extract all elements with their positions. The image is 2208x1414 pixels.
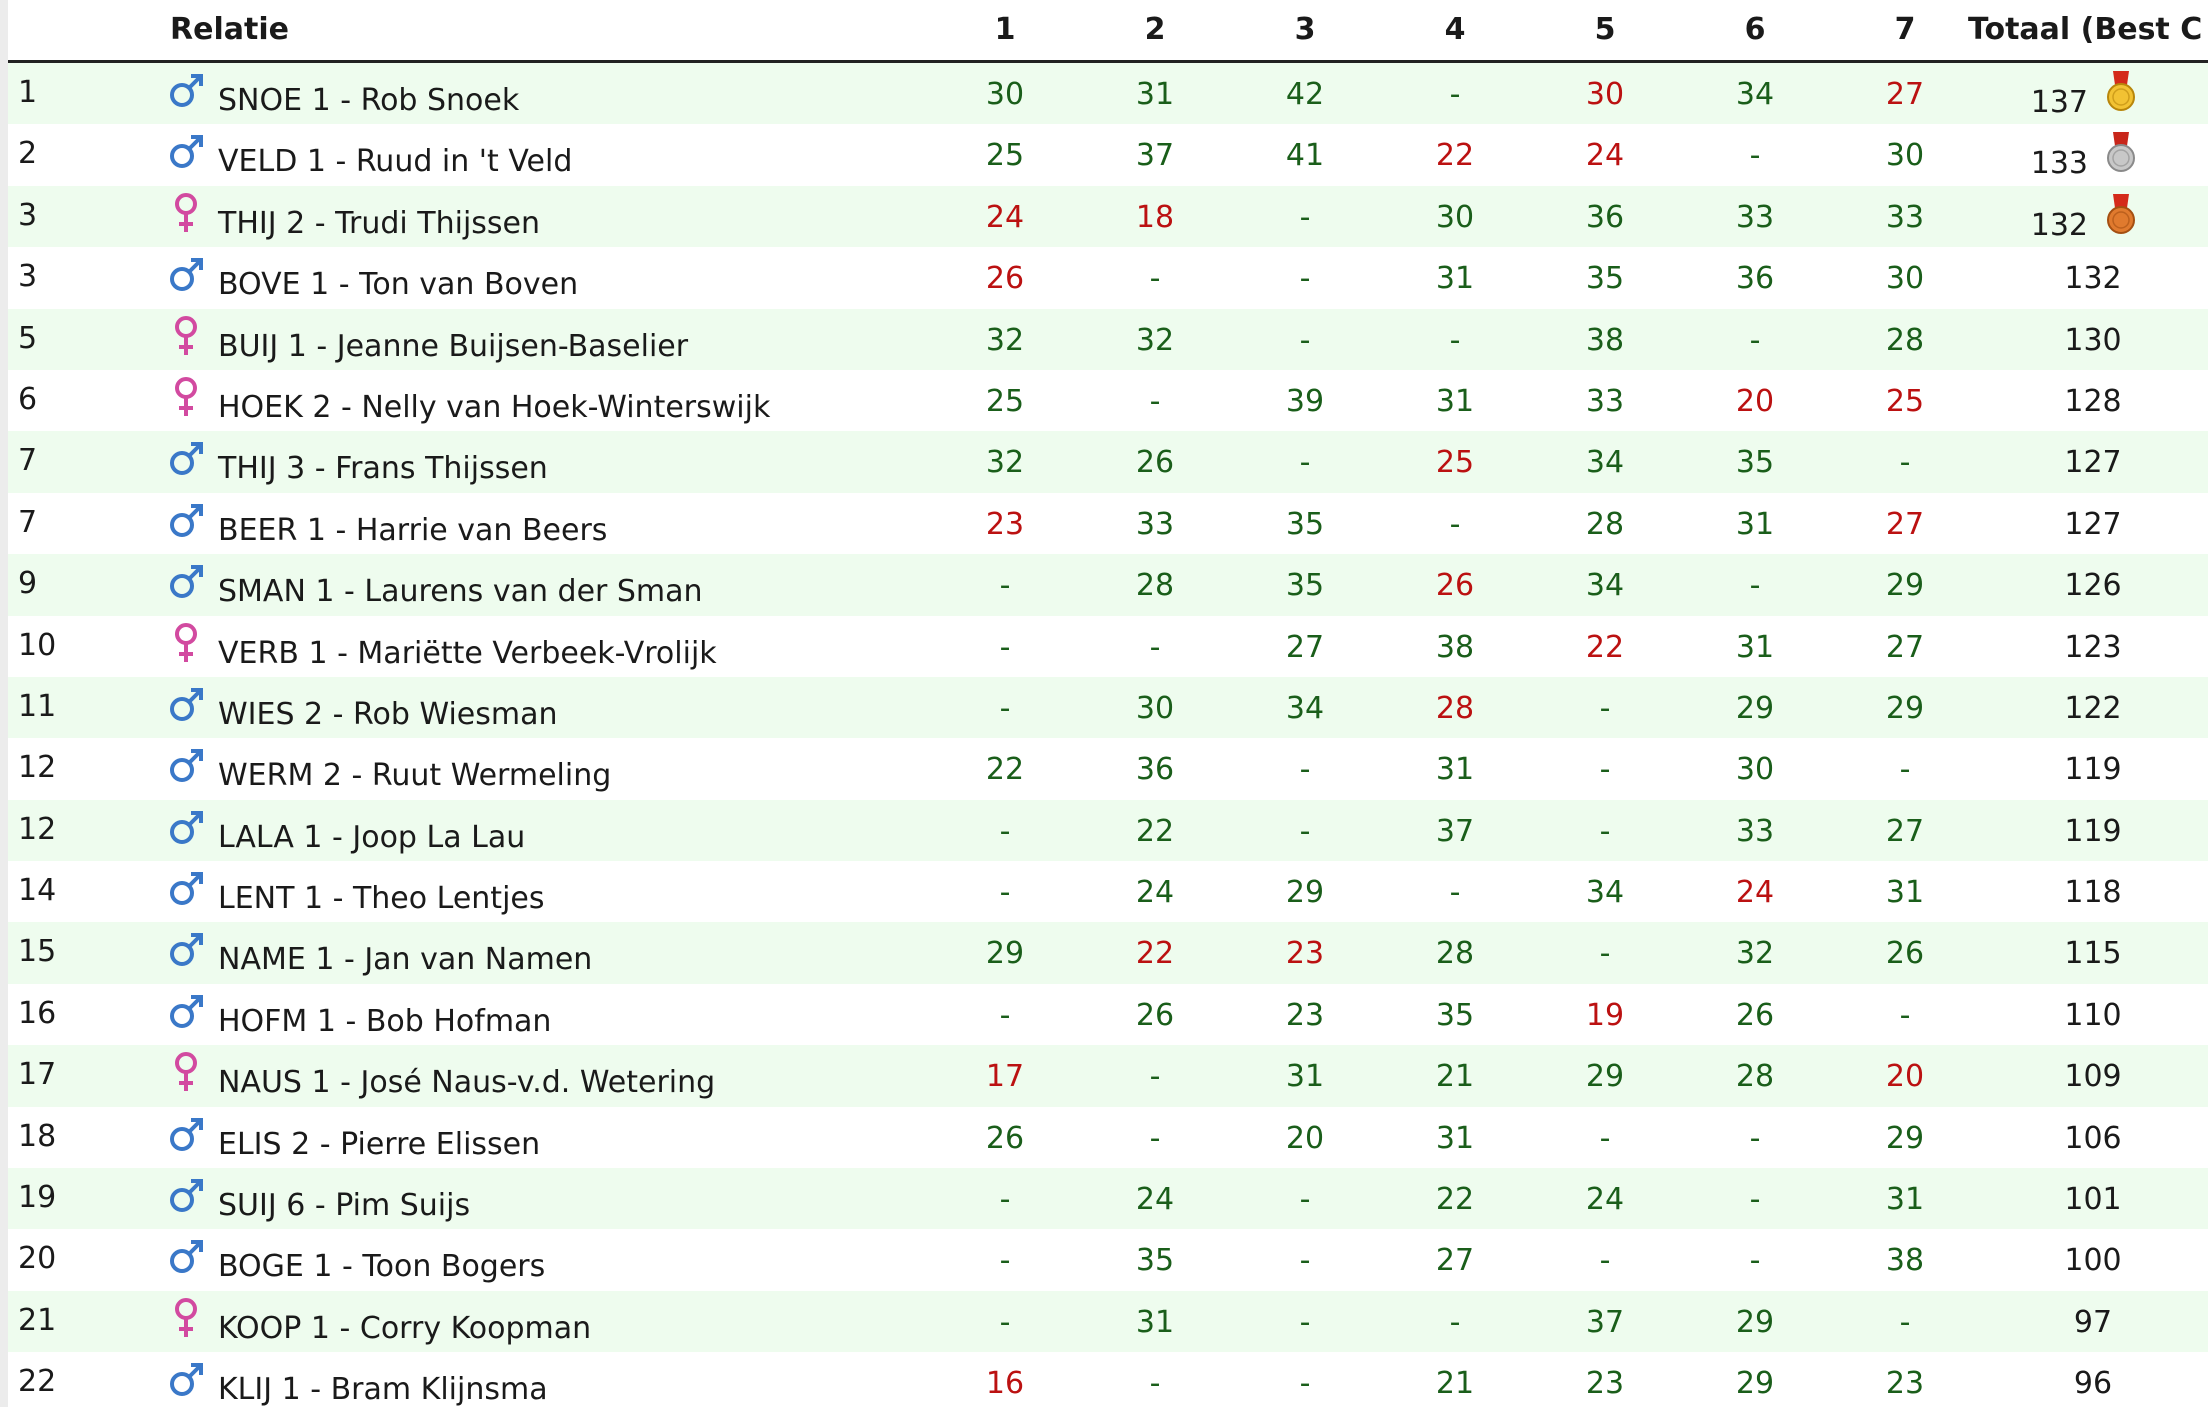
participant-name[interactable]: THIJ 3 - Frans Thijssen	[218, 451, 548, 487]
rank: 7	[18, 443, 38, 479]
table-row	[8, 861, 2208, 922]
male-icon	[168, 67, 204, 113]
score-round-3: 23	[1285, 997, 1325, 1033]
score-round-2: 24	[1135, 875, 1175, 911]
score-round-2: 33	[1135, 506, 1175, 542]
score-round-5: 19	[1585, 997, 1625, 1033]
total-score: 123	[2064, 629, 2122, 665]
rank: 12	[18, 811, 57, 847]
score-round-2: 26	[1135, 997, 1175, 1033]
score-round-4: -	[1449, 322, 1461, 358]
score-round-6: 30	[1735, 752, 1775, 788]
total-score: 119	[2064, 752, 2122, 788]
score-round-6: -	[1749, 138, 1761, 174]
total-score: 96	[2073, 1366, 2113, 1402]
table-row	[8, 922, 2208, 983]
participant-name[interactable]: HOEK 2 - Nelly van Hoek-Winterswijk	[218, 389, 771, 425]
score-round-2: 32	[1135, 322, 1175, 358]
score-round-2: 26	[1135, 445, 1175, 481]
score-round-5: 35	[1585, 261, 1625, 297]
total-score: 119	[2064, 813, 2122, 849]
column-header-5[interactable]: 5	[1594, 12, 1616, 47]
rank: 7	[18, 504, 38, 540]
score-round-3: 23	[1285, 936, 1325, 972]
score-round-6: 36	[1735, 261, 1775, 297]
total-score: 97	[2073, 1304, 2113, 1340]
rank: 14	[18, 873, 57, 909]
score-round-5: -	[1599, 936, 1611, 972]
score-round-1: -	[999, 1182, 1011, 1218]
score-round-1: -	[999, 997, 1011, 1033]
participant-name[interactable]: SUIJ 6 - Pim Suijs	[218, 1188, 471, 1224]
score-round-4: 21	[1435, 1366, 1475, 1402]
score-round-2: 30	[1135, 690, 1175, 726]
male-icon	[168, 251, 204, 297]
score-round-6: 29	[1735, 1366, 1775, 1402]
table-row	[8, 247, 2208, 308]
score-round-5: 30	[1585, 77, 1625, 112]
rank: 18	[18, 1118, 57, 1154]
score-round-6: -	[1749, 1182, 1761, 1218]
female-icon	[168, 313, 204, 359]
total-header[interactable]: Totaal (Best C	[1968, 12, 2203, 47]
score-round-5: 22	[1585, 629, 1625, 665]
table-row	[8, 186, 2208, 247]
left-edge	[0, 0, 8, 1407]
score-round-7: -	[1899, 997, 1911, 1033]
score-round-6: 24	[1735, 875, 1775, 911]
score-round-1: 25	[985, 383, 1025, 419]
score-round-3: 31	[1285, 1059, 1325, 1095]
rank: 11	[18, 688, 57, 724]
total-score: 127	[2064, 445, 2122, 481]
column-header-4[interactable]: 4	[1444, 12, 1466, 47]
score-round-6: -	[1749, 1243, 1761, 1279]
score-round-6: 29	[1735, 1304, 1775, 1340]
rank: 6	[18, 381, 38, 417]
score-round-3: -	[1299, 752, 1311, 788]
rank: 21	[18, 1302, 57, 1338]
score-round-7: 25	[1885, 383, 1925, 419]
male-icon	[168, 926, 204, 972]
male-icon	[168, 865, 204, 911]
score-round-1: 30	[985, 77, 1025, 112]
score-round-4: -	[1449, 875, 1461, 911]
score-round-2: -	[1149, 1059, 1161, 1095]
score-round-7: 38	[1885, 1243, 1925, 1279]
score-round-1: 22	[985, 752, 1025, 788]
score-round-1: -	[999, 690, 1011, 726]
table-row	[8, 677, 2208, 738]
score-round-4: 38	[1435, 629, 1475, 665]
score-round-5: 34	[1585, 445, 1625, 481]
score-round-1: -	[999, 568, 1011, 604]
silver-medal-icon	[2103, 130, 2139, 174]
score-round-1: 25	[985, 138, 1025, 174]
score-round-6: 31	[1735, 506, 1775, 542]
participant-name[interactable]: WERM 2 - Ruut Wermeling	[218, 758, 612, 794]
rank: 22	[18, 1364, 57, 1400]
score-round-1: 24	[985, 199, 1025, 235]
total-score: 127	[2064, 506, 2122, 542]
score-round-2: -	[1149, 1120, 1161, 1156]
score-round-7: -	[1899, 1304, 1911, 1340]
participant-name[interactable]: KLIJ 1 - Bram Klijnsma	[218, 1372, 548, 1408]
column-header-6[interactable]: 6	[1744, 12, 1766, 47]
male-icon	[168, 497, 204, 543]
participant-name[interactable]: ELIS 2 - Pierre Elissen	[218, 1126, 541, 1162]
score-round-3: 29	[1285, 875, 1325, 911]
score-round-5: 23	[1585, 1366, 1625, 1402]
participant-name[interactable]: BUIJ 1 - Jeanne Buijsen-Baselier	[218, 328, 689, 364]
score-round-4: 37	[1435, 813, 1475, 849]
table-row	[8, 1045, 2208, 1106]
participant-name[interactable]: LALA 1 - Joop La Lau	[218, 819, 526, 855]
table-row	[8, 1168, 2208, 1229]
rank: 19	[18, 1180, 57, 1216]
score-round-1: -	[999, 629, 1011, 665]
score-round-7: 27	[1885, 629, 1925, 665]
participant-name[interactable]: LENT 1 - Theo Lentjes	[218, 881, 545, 917]
score-round-3: -	[1299, 813, 1311, 849]
table-row	[8, 1107, 2208, 1168]
total-score: 110	[2064, 997, 2122, 1033]
score-round-3: 35	[1285, 568, 1325, 604]
score-round-7: 26	[1885, 936, 1925, 972]
score-round-3: 27	[1285, 629, 1325, 665]
rank: 3	[18, 259, 38, 295]
score-round-5: 33	[1585, 383, 1625, 419]
score-round-4: -	[1449, 77, 1461, 112]
score-round-5: 37	[1585, 1304, 1625, 1340]
male-icon	[168, 988, 204, 1034]
total-score: 128	[2064, 383, 2122, 419]
score-round-2: 31	[1135, 1304, 1175, 1340]
male-icon	[168, 681, 204, 727]
female-icon	[168, 620, 204, 666]
score-round-1: 29	[985, 936, 1025, 972]
score-round-4: 31	[1435, 1120, 1475, 1156]
score-round-7: 30	[1885, 138, 1925, 174]
score-round-5: -	[1599, 1120, 1611, 1156]
table-row	[8, 616, 2208, 677]
participant-name[interactable]: BOGE 1 - Toon Bogers	[218, 1249, 546, 1285]
male-icon	[168, 435, 204, 481]
score-round-7: 20	[1885, 1059, 1925, 1095]
score-round-5: 24	[1585, 138, 1625, 174]
rank: 5	[18, 320, 38, 356]
participant-name[interactable]: BEER 1 - Harrie van Beers	[218, 512, 608, 548]
table-row	[8, 370, 2208, 431]
score-round-4: 25	[1435, 445, 1475, 481]
total-score: 137	[2030, 85, 2088, 120]
total-score: 100	[2064, 1243, 2122, 1279]
total-score: 101	[2064, 1182, 2122, 1218]
score-round-1: -	[999, 875, 1011, 911]
table-row	[8, 1229, 2208, 1290]
score-round-1: 32	[985, 445, 1025, 481]
rank: 1	[18, 75, 38, 110]
score-round-7: 29	[1885, 690, 1925, 726]
bronze-medal-icon	[2103, 192, 2139, 236]
total-score: 132	[2030, 207, 2088, 243]
female-icon	[168, 1049, 204, 1095]
total-score: 115	[2064, 936, 2122, 972]
male-icon	[168, 558, 204, 604]
score-round-3: 35	[1285, 506, 1325, 542]
score-round-2: -	[1149, 629, 1161, 665]
score-round-1: 26	[985, 1120, 1025, 1156]
score-round-2: 18	[1135, 199, 1175, 235]
male-icon	[168, 742, 204, 788]
score-round-7: 27	[1885, 506, 1925, 542]
score-round-6: 29	[1735, 690, 1775, 726]
score-round-3: -	[1299, 1182, 1311, 1218]
rank: 16	[18, 995, 57, 1031]
table-row	[8, 63, 2208, 124]
score-round-4: 22	[1435, 1182, 1475, 1218]
score-round-7: 31	[1885, 1182, 1925, 1218]
rank: 20	[18, 1241, 57, 1277]
score-round-4: 31	[1435, 383, 1475, 419]
score-round-6: 28	[1735, 1059, 1775, 1095]
score-round-3: 42	[1285, 77, 1325, 112]
participant-name[interactable]: SNOE 1 - Rob Snoek	[218, 83, 520, 118]
score-round-1: 26	[985, 261, 1025, 297]
score-round-6: -	[1749, 322, 1761, 358]
total-score: 126	[2064, 568, 2122, 604]
score-round-2: 36	[1135, 752, 1175, 788]
score-round-3: -	[1299, 445, 1311, 481]
table-row	[8, 554, 2208, 615]
total-score: 132	[2064, 261, 2122, 297]
column-header-7[interactable]: 7	[1894, 12, 1916, 47]
score-round-6: -	[1749, 1120, 1761, 1156]
standings-table	[8, 0, 2208, 1414]
score-round-6: 35	[1735, 445, 1775, 481]
participant-name[interactable]: WIES 2 - Rob Wiesman	[218, 696, 558, 732]
score-round-4: 28	[1435, 936, 1475, 972]
column-header-3[interactable]: 3	[1294, 12, 1316, 47]
score-round-7: -	[1899, 752, 1911, 788]
total-score: 106	[2064, 1120, 2122, 1156]
score-round-3: -	[1299, 261, 1311, 297]
score-round-6: 34	[1735, 77, 1775, 112]
score-round-2: 35	[1135, 1243, 1175, 1279]
participant-name[interactable]: HOFM 1 - Bob Hofman	[218, 1003, 552, 1039]
score-round-2: -	[1149, 261, 1161, 297]
score-round-3: -	[1299, 1304, 1311, 1340]
score-round-5: 29	[1585, 1059, 1625, 1095]
total-score: 130	[2064, 322, 2122, 358]
score-round-6: -	[1749, 568, 1761, 604]
score-round-1: -	[999, 813, 1011, 849]
participant-name[interactable]: SMAN 1 - Laurens van der Sman	[218, 574, 703, 610]
total-score: 133	[2030, 146, 2088, 182]
male-icon	[168, 1172, 204, 1218]
score-round-1: -	[999, 1243, 1011, 1279]
table-row	[8, 493, 2208, 554]
table-row	[8, 984, 2208, 1045]
score-round-3: -	[1299, 1243, 1311, 1279]
score-round-3: 20	[1285, 1120, 1325, 1156]
participant-name[interactable]: BOVE 1 - Ton van Boven	[218, 267, 579, 303]
score-round-4: 30	[1435, 199, 1475, 235]
score-round-1: 16	[985, 1366, 1025, 1402]
score-round-1: 17	[985, 1059, 1025, 1095]
score-round-2: 24	[1135, 1182, 1175, 1218]
participant-name[interactable]: VERB 1 - Mariëtte Verbeek-Vrolijk	[218, 635, 717, 671]
score-round-4: 31	[1435, 261, 1475, 297]
table-row	[8, 1352, 2208, 1413]
table-row	[8, 124, 2208, 185]
participant-name[interactable]: KOOP 1 - Corry Koopman	[218, 1310, 592, 1346]
score-round-5: -	[1599, 1243, 1611, 1279]
score-round-4: -	[1449, 1304, 1461, 1340]
participant-name[interactable]: THIJ 2 - Trudi Thijssen	[218, 205, 541, 241]
total-score: 118	[2064, 875, 2122, 911]
score-round-2: -	[1149, 1366, 1161, 1402]
score-round-4: -	[1449, 506, 1461, 542]
score-round-2: 37	[1135, 138, 1175, 174]
score-round-4: 26	[1435, 568, 1475, 604]
male-icon	[168, 1111, 204, 1157]
table-header	[8, 0, 2208, 63]
score-round-5: 36	[1585, 199, 1625, 235]
table-body	[8, 63, 2208, 1414]
participant-name[interactable]: NAUS 1 - José Naus-v.d. Wetering	[218, 1065, 716, 1101]
rank: 9	[18, 566, 38, 602]
score-round-7: 28	[1885, 322, 1925, 358]
rank: 15	[18, 934, 57, 970]
rank: 2	[18, 136, 38, 172]
participant-name[interactable]: VELD 1 - Ruud in 't Veld	[218, 144, 573, 180]
score-round-5: -	[1599, 813, 1611, 849]
score-round-5: -	[1599, 690, 1611, 726]
total-score: 109	[2064, 1059, 2122, 1095]
score-round-7: -	[1899, 445, 1911, 481]
score-round-3: -	[1299, 1366, 1311, 1402]
score-round-5: -	[1599, 752, 1611, 788]
score-round-7: 29	[1885, 568, 1925, 604]
score-round-5: 34	[1585, 875, 1625, 911]
male-icon	[168, 1356, 204, 1402]
table-row	[8, 800, 2208, 861]
relation-header[interactable]: Relatie	[170, 12, 289, 47]
score-round-1: 32	[985, 322, 1025, 358]
female-icon	[168, 190, 204, 236]
male-icon	[168, 128, 204, 174]
score-round-3: 34	[1285, 690, 1325, 726]
rank: 3	[18, 197, 38, 233]
score-round-3: -	[1299, 199, 1311, 235]
score-round-6: 33	[1735, 813, 1775, 849]
score-round-7: 33	[1885, 199, 1925, 235]
score-round-6: 26	[1735, 997, 1775, 1033]
score-round-7: 30	[1885, 261, 1925, 297]
table-row	[8, 431, 2208, 492]
table-row	[8, 1291, 2208, 1352]
female-icon	[168, 374, 204, 420]
score-round-7: 31	[1885, 875, 1925, 911]
score-round-7: 29	[1885, 1120, 1925, 1156]
male-icon	[168, 804, 204, 850]
score-round-2: 22	[1135, 936, 1175, 972]
score-round-5: 24	[1585, 1182, 1625, 1218]
rank: 10	[18, 627, 57, 663]
score-round-2: -	[1149, 383, 1161, 419]
participant-name[interactable]: NAME 1 - Jan van Namen	[218, 942, 593, 978]
column-header-1[interactable]: 1	[994, 12, 1016, 47]
score-round-6: 31	[1735, 629, 1775, 665]
rank: 17	[18, 1057, 57, 1093]
score-round-3: 39	[1285, 383, 1325, 419]
score-round-1: 23	[985, 506, 1025, 542]
male-icon	[168, 1233, 204, 1279]
score-round-6: 33	[1735, 199, 1775, 235]
total-score: 122	[2064, 690, 2122, 726]
column-header-2[interactable]: 2	[1144, 12, 1166, 47]
score-round-5: 38	[1585, 322, 1625, 358]
score-round-4: 27	[1435, 1243, 1475, 1279]
score-round-5: 28	[1585, 506, 1625, 542]
score-round-6: 20	[1735, 383, 1775, 419]
female-icon	[168, 1295, 204, 1341]
score-round-6: 32	[1735, 936, 1775, 972]
score-round-4: 21	[1435, 1059, 1475, 1095]
score-round-2: 31	[1135, 77, 1175, 112]
score-round-4: 31	[1435, 752, 1475, 788]
score-round-4: 35	[1435, 997, 1475, 1033]
gold-medal-icon	[2103, 69, 2139, 113]
score-round-3: 41	[1285, 138, 1325, 174]
score-round-7: 23	[1885, 1366, 1925, 1402]
score-round-1: -	[999, 1304, 1011, 1340]
table-row	[8, 309, 2208, 370]
score-round-4: 22	[1435, 138, 1475, 174]
score-round-4: 28	[1435, 690, 1475, 726]
score-round-3: -	[1299, 322, 1311, 358]
table-row	[8, 738, 2208, 799]
score-round-2: 28	[1135, 568, 1175, 604]
score-round-7: 27	[1885, 77, 1925, 112]
rank: 12	[18, 750, 57, 786]
score-round-5: 34	[1585, 568, 1625, 604]
score-round-7: 27	[1885, 813, 1925, 849]
score-round-2: 22	[1135, 813, 1175, 849]
